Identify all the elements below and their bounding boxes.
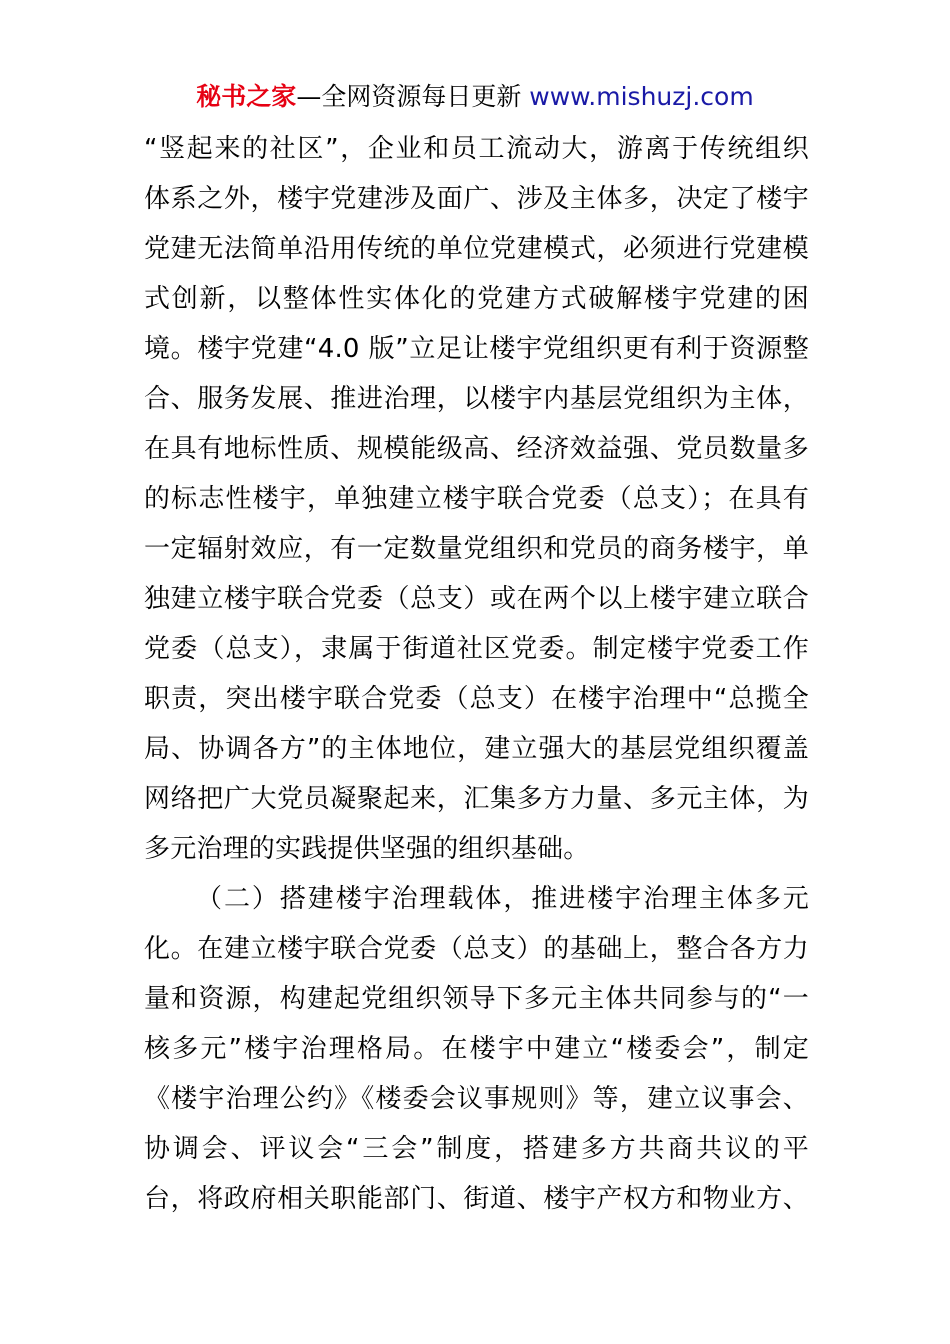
text-line: 职责，突出楼宇联合党委（总支）在楼宇治理中“总揽全 (144, 684, 809, 714)
text-line: 协调会、评议会“三会”制度，搭建多方共商共议的平 (144, 1134, 809, 1164)
document-body (144, 124, 809, 1224)
text-line: “竖起来的社区”，企业和员工流动大，游离于传统组织 (144, 134, 809, 164)
site-tagline: —全网资源每日更新 (296, 82, 530, 111)
site-url-link[interactable]: www.mishuzj.com (529, 82, 754, 111)
text-line: 在具有地标性质、规模能级高、经济效益强、党员数量多 (144, 434, 809, 464)
text-line: 局、协调各方”的主体地位，建立强大的基层党组织覆盖 (144, 734, 809, 764)
text-line: 《楼宇治理公约》《楼委会议事规则》等，建立议事会、 (144, 1084, 809, 1114)
text-line: 党委（总支），隶属于街道社区党委。制定楼宇党委工作 (144, 634, 809, 664)
paragraph-first-line: （二）搭建楼宇治理载体，推进楼宇治理主体多元 (196, 884, 809, 914)
text-line: 境。楼宇党建“4.0 版”立足让楼宇党组织更有利于资源整 (144, 334, 809, 364)
text-line: 式创新，以整体性实体化的党建方式破解楼宇党建的困 (144, 284, 809, 314)
text-line: 体系之外，楼宇党建涉及面广、涉及主体多，决定了楼宇 (144, 184, 809, 214)
text-line: 党建无法简单沿用传统的单位党建模式，必须进行党建模 (144, 234, 809, 264)
paragraph-last-line: 多元治理的实践提供坚强的组织基础。 (144, 834, 590, 864)
text-line: 网络把广大党员凝聚起来，汇集多方力量、多元主体，为 (144, 784, 809, 814)
text-line: 台，将政府相关职能部门、街道、楼宇产权方和物业方、 (144, 1184, 809, 1214)
text-line: 独建立楼宇联合党委（总支）或在两个以上楼宇建立联合 (144, 584, 809, 614)
text-line: 一定辐射效应，有一定数量党组织和党员的商务楼宇，单 (144, 534, 809, 564)
text-line: 的标志性楼宇，单独建立楼宇联合党委（总支）；在具有 (144, 484, 809, 514)
site-brand: 秘书之家 (196, 82, 297, 111)
text-line: 合、服务发展、推进治理，以楼宇内基层党组织为主体， (144, 384, 809, 414)
text-line: 量和资源，构建起党组织领导下多元主体共同参与的“一 (144, 984, 809, 1014)
site-header (0, 80, 950, 114)
text-line: 化。在建立楼宇联合党委（总支）的基础上，整合各方力 (144, 934, 809, 964)
text-line: 核多元”楼宇治理格局。在楼宇中建立“楼委会”，制定 (144, 1034, 809, 1064)
